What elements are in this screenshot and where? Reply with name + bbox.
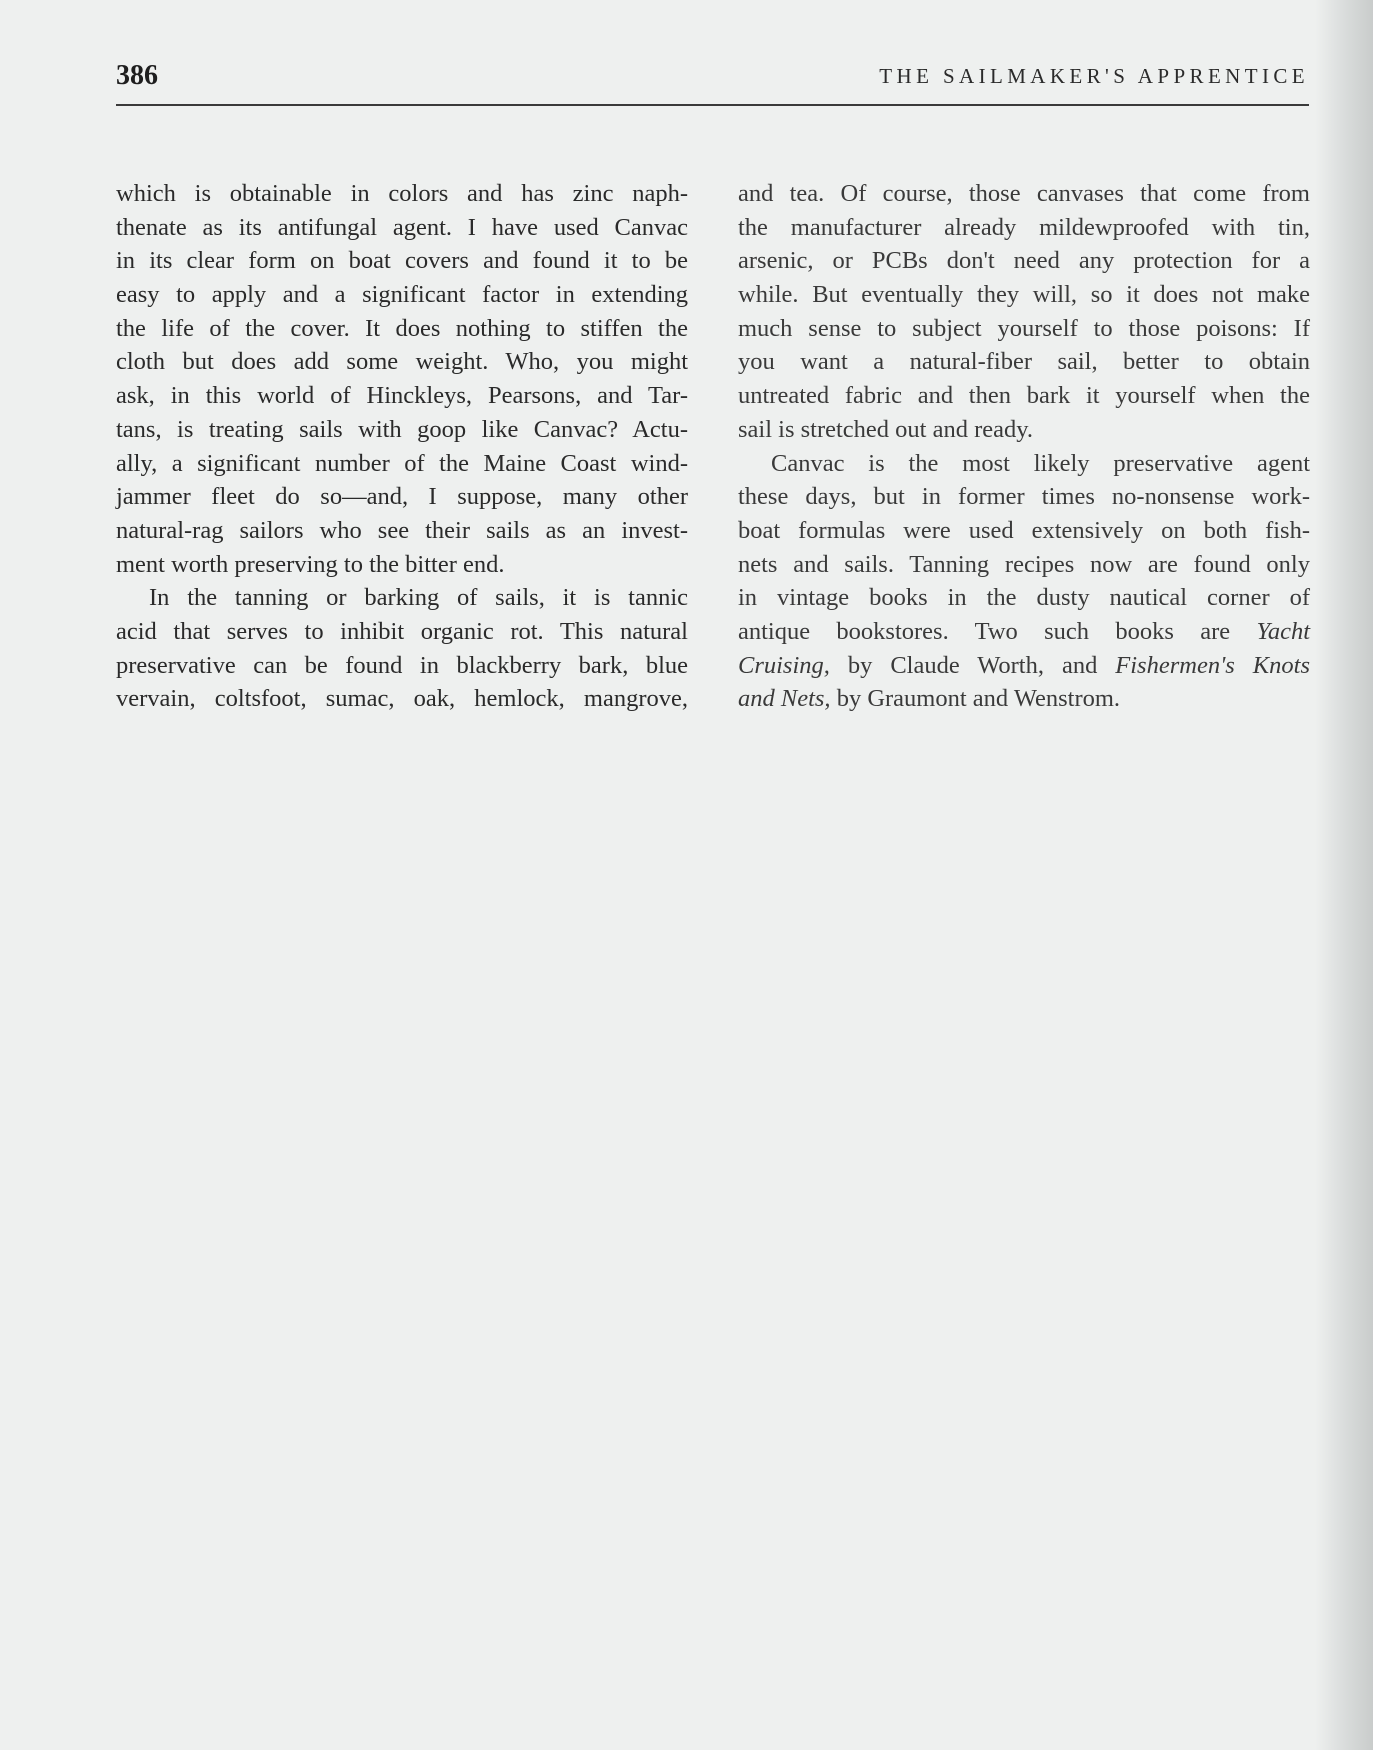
text-line: arsenic, or PCBs don't need any protection for a [738,247,1310,275]
running-title: THE SAILMAKER'S APPRENTICE [879,64,1309,88]
text-span: by Claude Worth, and [829,651,1116,679]
text-line: vervain, coltsfoot, sumac, oak, hemlock, mangrove, [116,685,688,713]
text-line: thenate as its antifungal agent. I have used Canvac [116,213,688,241]
left-column [116,177,688,716]
text-line: these days, but in former times no-nonsense work- [738,483,1310,511]
paragraph [116,177,688,581]
text-line: preservative can be found in blackberry bark, blue [116,651,688,679]
text-line: cloth but does add some weight. Who, you might [116,348,688,376]
book-title-italic: and Nets, [738,685,831,713]
text-line: and tea. Of course, those canvases that come from [738,180,1310,207]
text-line: nets and sails. Tanning recipes now are found only [738,550,1310,578]
book-title-italic: Cruising, [738,651,830,679]
text-line: while. But eventually they will, so it does not make [738,281,1310,309]
text-line: Canvac is the most likely preservative agent [771,449,1310,477]
text-line: the life of the cover. It does nothing to stiffen the [116,314,688,342]
text-line: tans, is treating sails with goop like Canvac? Actu- [116,415,688,443]
text-line: jammer fleet do so—and, I suppose, many other [116,483,688,511]
paragraph [738,177,1310,447]
book-title-italic: Fishermen's Knots [1115,651,1310,679]
text-line: ally, a significant number of the Maine Coast wind- [116,449,688,477]
page-number: 386 [116,60,158,91]
paragraph [116,581,688,716]
text-line: acid that serves to inhibit organic rot. This natural [116,617,688,645]
text-line: in vintage books in the dusty nautical corner of [738,584,1310,612]
page-header [116,56,1309,106]
right-column [738,177,1310,716]
text-line: which is obtainable in colors and has zinc naph- [116,180,688,207]
text-line: the manufacturer already mildewproofed with tin, [738,213,1310,241]
text-line: easy to apply and a significant factor in extending [116,281,688,309]
text-line [738,682,1310,716]
page-edge-shadow [1315,0,1373,1750]
text-line: boat formulas were used extensively on both fish- [738,516,1310,544]
text-span: antique bookstores. Two such books are [738,617,1257,645]
text-line: ment worth preserving to the bitter end. [116,550,505,578]
text-line: in its clear form on boat covers and found it to be [116,247,688,275]
text-line: sail is stretched out and ready. [738,415,1034,443]
text-line: natural-rag sailors who see their sails as an invest- [116,516,688,544]
text-line: much sense to subject yourself to those poisons: If [738,314,1310,342]
text-line: you want a natural-fiber sail, better to obtain [738,348,1310,376]
text-line [738,615,1310,649]
paragraph [738,447,1310,717]
text-line: ask, in this world of Hinckleys, Pearsons, and Tar- [116,382,688,410]
book-title-italic: Yacht [1256,617,1310,645]
text-line: untreated fabric and then bark it yourself when the [738,382,1310,410]
text-line: In the tanning or barking of sails, it is tannic [149,584,688,612]
text-line [738,649,1310,683]
text-span: by Graumont and Wenstrom. [830,685,1121,713]
